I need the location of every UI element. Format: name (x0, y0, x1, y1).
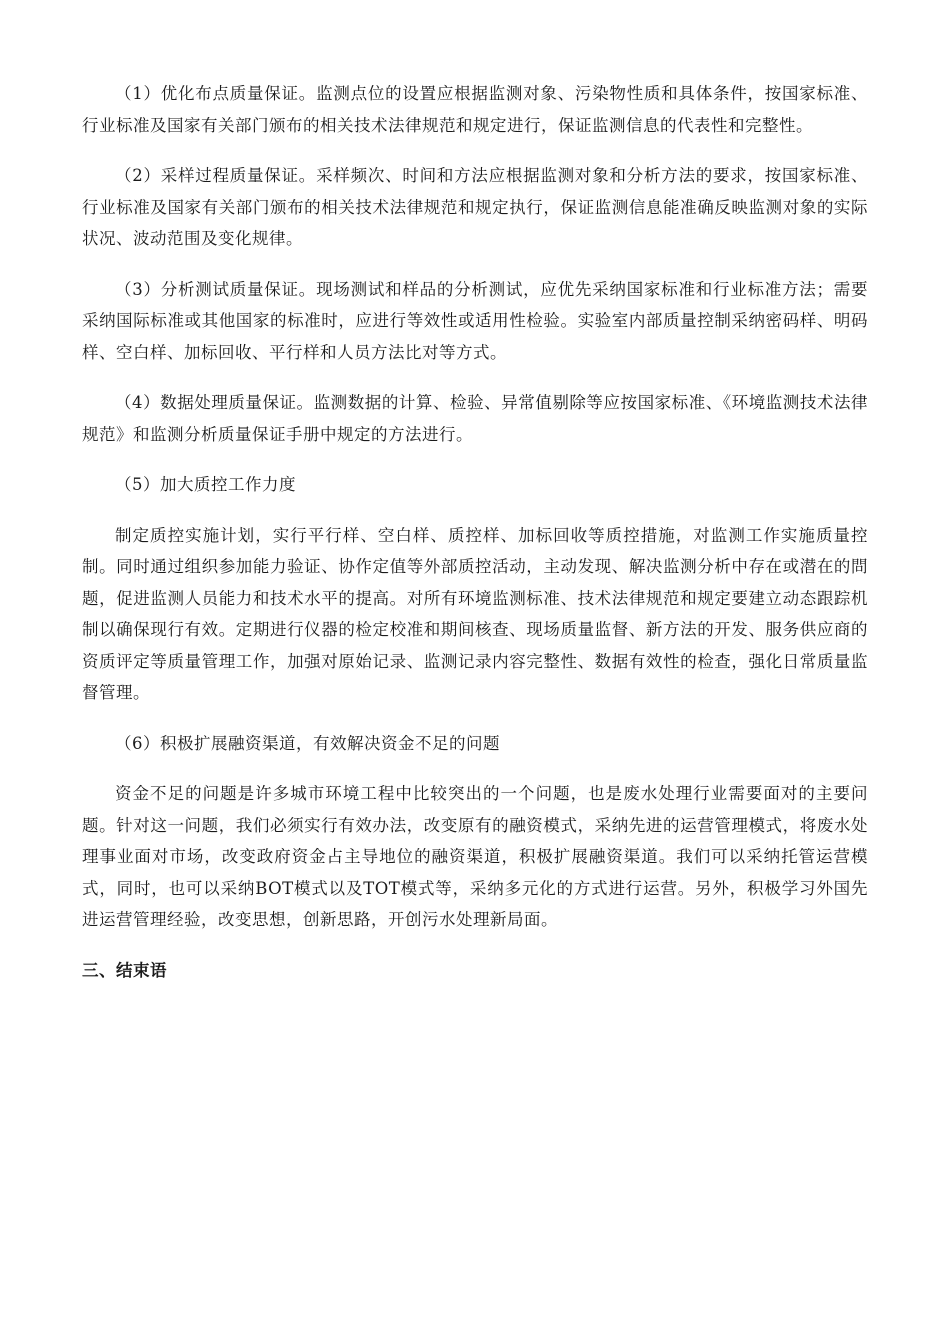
paragraph-6-body: 资金不足的问题是许多城市环境工程中比较突出的一个问题，也是废水处理行业需要面对的主要问题。针对这一问题，我们必须实行有效办法，改变原有的融资模式，采纳先进的运营管理模式，将废水处理事业面对市场，改变政府资金占主导地位的融资渠道，积极扩展融资渠道。我们可以采纳托管运营模式，同时，也可以采纳BOT模式以及TOT模式等，采纳多元化的方式进行运营。另外，积极学习外国先进运营管理经验，改变思想，创新思路，开创污水处理新局面。 (82, 784, 868, 929)
paragraph-3: （3）分析测试质量保证。现场测试和样品的分析测试，应优先采纳国家标准和行业标准方法；需要采纳国际标准或其他国家的标准时，应进行等效性或适用性检验。实验室内部质量控制采纳密码样、明码样、空白样、加标回收、平行样和人员方法比对等方式。 (82, 279, 868, 362)
paragraph-1: （1）优化布点质量保证。监测点位的设置应根据监测对象、污染物性质和具体条件，按国家标准、行业标准及国家有关部门颁布的相关技术法律规范和规定进行，保证监测信息的代表性和完整性。 (82, 84, 868, 135)
paragraph-4: （4）数据处理质量保证。监测数据的计算、检验、异常值剔除等应按国家标准、《环境监测技术法律规范》和监测分析质量保证手册中规定的方法进行。 (82, 393, 868, 444)
paragraph-6-title: （6）积极扩展融资渠道，有效解决资金不足的问题 (115, 733, 500, 753)
document-page (82, 78, 868, 986)
paragraph-5-body: 制定质控实施计划，实行平行样、空白样、质控样、加标回收等质控措施，对监测工作实施质量控制。同时通过组织参加能力验证、协作定值等外部质控活动，主动发现、解决监测分析中存在或潜在的問题，促进监测人员能力和技术水平的提高。对所有环境监测标准、技术法律规范和规定要建立动态跟踪机制以确保现行有效。定期进行仪器的检定校准和期间核查、现场质量监督、新方法的开发、服务供应商的资质评定等质量管理工作，加强对原始记录、监测记录内容完整性、数据有效性的检查，强化日常质量监督管理。 (82, 525, 868, 702)
paragraph-5-title: （5）加大质控工作力度 (115, 475, 296, 494)
section-heading: 三、结束语 (82, 960, 167, 980)
paragraph-2: （2）采样过程质量保证。采样频次、时间和方法应根据监测对象和分析方法的要求，按国家标准、行业标准及国家有关部门颁布的相关技术法律规范和规定执行，保证监测信息能准确反映监测对象的实际状况、波动范围及变化规律。 (82, 166, 868, 248)
